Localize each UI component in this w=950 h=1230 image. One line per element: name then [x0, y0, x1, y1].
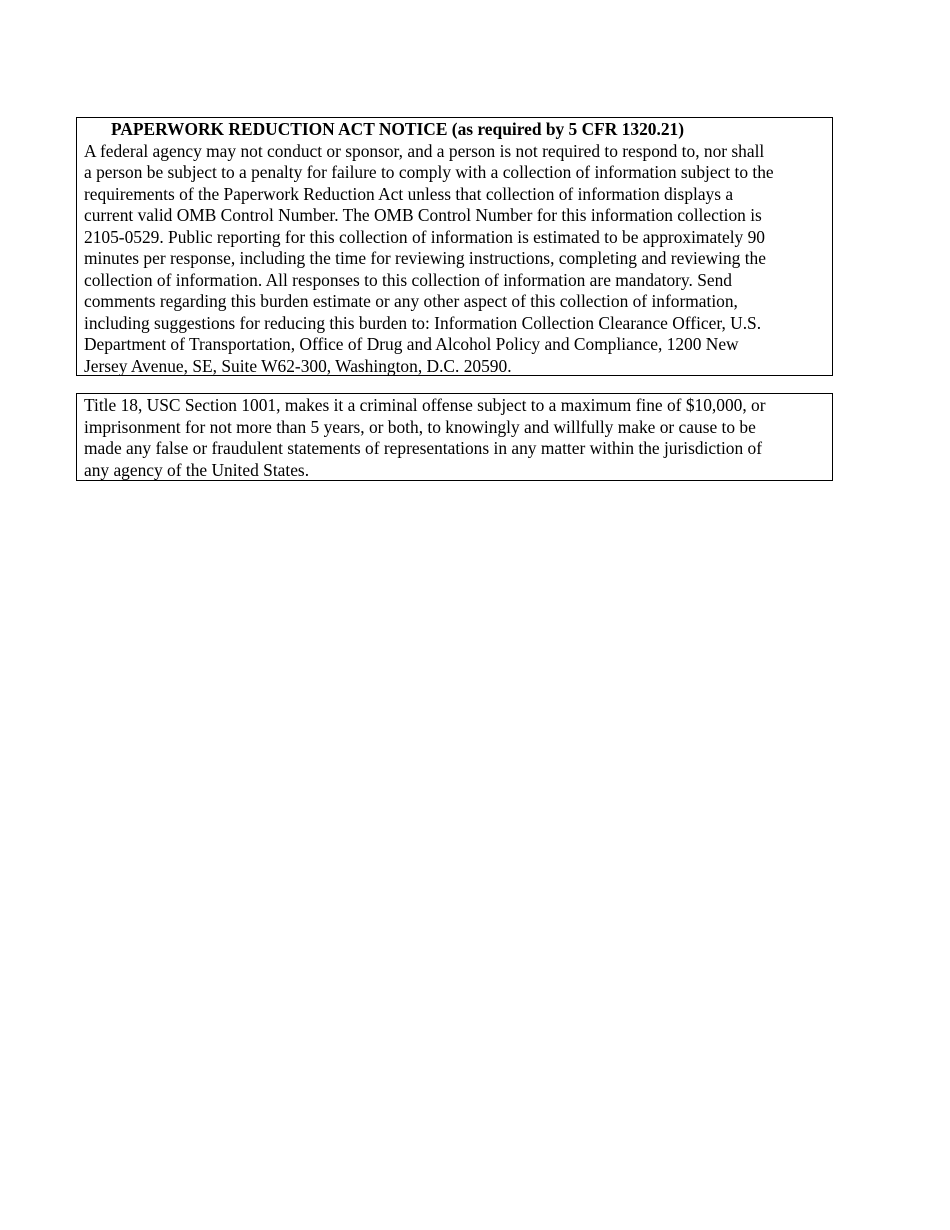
notice-text-line: A federal agency may not conduct or sponsor, and a person is not required to respond to, nor shall — [84, 140, 765, 161]
notice-text-line: collection of information. All responses to this collection of information are mandatory. Send — [84, 269, 732, 290]
notice-text-line: Jersey Avenue, SE, Suite W62-300, Washington, D.C. 20590. — [84, 355, 512, 376]
warning-text-line: imprisonment for not more than 5 years, or both, to knowingly and willfully make or cause to be — [84, 416, 756, 437]
paperwork-reduction-act-notice — [76, 117, 833, 376]
notice-title: PAPERWORK REDUCTION ACT NOTICE (as required by 5 CFR 1320.21) — [111, 119, 684, 139]
notice-text-line: minutes per response, including the time for reviewing instructions, completing and reviewing the — [84, 248, 766, 268]
notice-text-line: a person be subject to a penalty for failure to comply with a collection of information subject to the — [84, 162, 774, 182]
notice-text-line: including suggestions for reducing this burden to: Information Collection Clearance Officer, U.S. — [84, 312, 762, 333]
notice-text-line: current valid OMB Control Number. The OMB Control Number for this information collection is — [84, 205, 762, 225]
notice-text-line: 2105-0529. Public reporting for this collection of information is estimated to be approximately 90 — [84, 226, 765, 247]
notice-text-line: Department of Transportation, Office of Drug and Alcohol Policy and Compliance, 1200 New — [84, 334, 739, 354]
notice-text-line: comments regarding this burden estimate or any other aspect of this collection of information, — [84, 291, 738, 311]
warning-text-line: made any false or fraudulent statements of representations in any matter within the jurisdiction of — [84, 438, 763, 458]
warning-text-line: any agency of the United States. — [84, 459, 310, 480]
notice-text-line: requirements of the Paperwork Reduction Act unless that collection of information displays a — [84, 183, 734, 204]
title-18-warning-notice — [76, 393, 833, 481]
warning-text-line: Title 18, USC Section 1001, makes it a criminal offense subject to a maximum fine of $10,000, or — [84, 395, 766, 415]
